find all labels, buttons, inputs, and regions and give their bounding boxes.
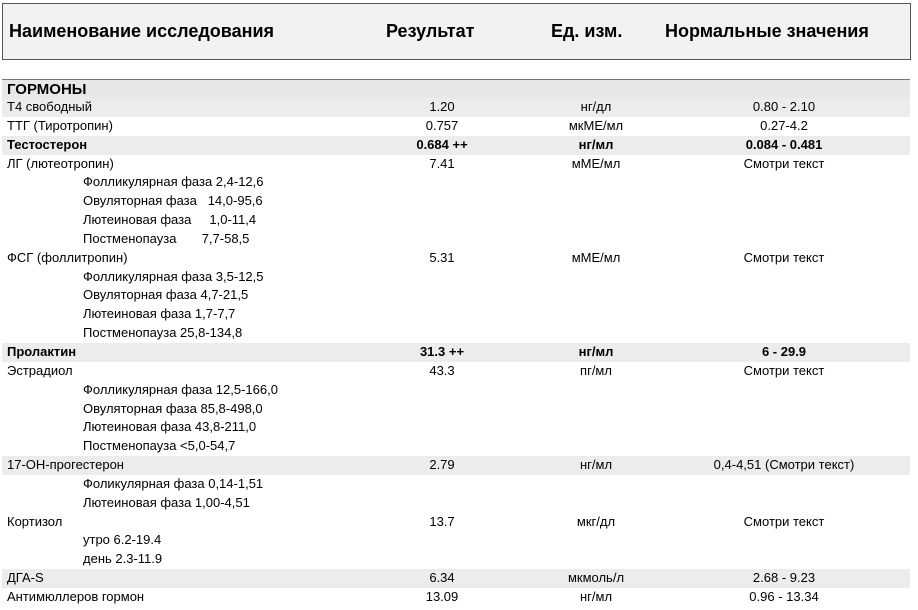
- table-row: [2, 418, 910, 437]
- results-table: [2, 98, 910, 607]
- test-unit: пг/мл: [580, 362, 612, 378]
- reference-note: Фоликулярная фаза 0,14-1,51: [83, 475, 264, 491]
- test-norm: 6 - 29.9: [761, 343, 807, 359]
- table-row: [2, 324, 910, 343]
- table-row: [2, 211, 910, 230]
- table-row: [2, 494, 910, 513]
- table-row: [2, 230, 910, 249]
- reference-note: Фолликулярная фаза 12,5-166,0: [83, 381, 278, 397]
- test-result: 13.09: [425, 588, 459, 604]
- test-result: 1.20: [429, 99, 455, 114]
- table-row: [2, 343, 910, 362]
- test-name: Пролактин: [7, 343, 77, 359]
- table-row: [2, 588, 910, 607]
- test-name: ФСГ (фоллитропин): [7, 249, 128, 265]
- test-norm: 2.68 - 9.23: [752, 570, 816, 586]
- header-name: Наименование исследования: [9, 21, 275, 41]
- table-row: [2, 513, 910, 532]
- reference-note: день 2.3-11.9: [83, 551, 163, 567]
- test-result: 31.3 ++: [419, 343, 465, 359]
- test-result: 2.79: [429, 457, 455, 473]
- reference-note: Лютеиновая фаза 43,8-211,0: [83, 419, 257, 435]
- table-row: [2, 569, 910, 588]
- test-result: 0.757: [425, 117, 459, 133]
- reference-note: Лютеиновая фаза 1,00-4,51: [83, 494, 250, 510]
- reference-note: Овуляторная фаза 4,7-21,5: [83, 287, 249, 303]
- test-result: 43.3: [429, 362, 455, 378]
- test-norm: Смотри текст: [743, 513, 825, 529]
- test-result: 7.41: [429, 155, 455, 171]
- test-result: 6.34: [429, 570, 455, 586]
- test-norm: 0,4-4,51 (Смотри текст): [713, 457, 855, 473]
- reference-note: Овуляторная фаза 85,8-498,0: [83, 400, 263, 416]
- reference-note: Фолликулярная фаза 2,4-12,6: [83, 174, 264, 190]
- test-name: 17-ОН-прогестерон: [7, 457, 124, 473]
- reference-note: Лютеиновая фаза 1,0-11,4: [83, 212, 257, 228]
- reference-note: Лютеиновая фаза 1,7-7,7: [83, 306, 236, 322]
- header-result: Результат: [386, 21, 475, 41]
- test-unit: мкг/дл: [576, 513, 616, 529]
- reference-note: Постменопауза <5,0-54,7: [83, 438, 236, 454]
- test-name: Антимюллеров гормон: [7, 588, 145, 604]
- test-norm: 0.96 - 13.34: [749, 588, 819, 604]
- section-title: ГОРМОНЫ: [7, 81, 87, 98]
- header-norm: Нормальные значения: [665, 21, 869, 41]
- test-unit: мМЕ/мл: [571, 249, 621, 265]
- reference-note: Постменопауза 7,7-58,5: [83, 230, 250, 246]
- table-row: [2, 192, 910, 211]
- test-name: ТТГ (Тиротропин): [7, 117, 113, 133]
- test-unit: нг/мл: [579, 588, 613, 604]
- test-unit: нг/мл: [578, 136, 614, 152]
- table-row: [2, 155, 910, 174]
- reference-note: Овуляторная фаза 14,0-95,6: [83, 193, 263, 209]
- table-row: [2, 475, 910, 494]
- test-unit: мкМЕ/мл: [568, 117, 624, 133]
- table-row: [2, 286, 910, 305]
- test-unit: мМЕ/мл: [571, 155, 621, 171]
- reference-note: Постменопауза 25,8-134,8: [83, 325, 243, 341]
- test-norm: 0.80 - 2.10: [752, 99, 816, 114]
- table-row: [2, 136, 910, 155]
- test-unit: нг/дл: [580, 99, 612, 114]
- test-result: 5.31: [429, 249, 455, 265]
- table-row: [2, 305, 910, 324]
- table-row: [2, 437, 910, 456]
- test-result: 13.7: [429, 513, 455, 529]
- table-row: [2, 117, 910, 136]
- table-row: [2, 456, 910, 475]
- table-row: [2, 98, 910, 117]
- table-row: [2, 550, 910, 569]
- table-row: [2, 400, 910, 419]
- test-name: Кортизол: [7, 513, 63, 529]
- test-norm: 0.084 - 0.481: [745, 136, 823, 152]
- test-name: Тестостерон: [7, 136, 88, 152]
- test-result: 0.684 ++: [416, 136, 468, 152]
- table-row: [2, 381, 910, 400]
- reference-note: Фолликулярная фаза 3,5-12,5: [83, 268, 264, 284]
- test-norm: Смотри текст: [743, 362, 825, 378]
- test-norm: Смотри текст: [743, 155, 825, 171]
- reference-note: утро 6.2-19.4: [83, 532, 162, 548]
- test-name: Эстрадиол: [7, 362, 73, 378]
- table-header: [2, 3, 911, 60]
- test-unit: нг/мл: [579, 457, 613, 473]
- test-norm: Смотри текст: [743, 249, 825, 265]
- test-name: ЛГ (лютеотропин): [7, 155, 114, 171]
- test-unit: нг/мл: [578, 343, 614, 359]
- table-row: [2, 249, 910, 268]
- table-row: [2, 362, 910, 381]
- test-name: ДГА-S: [7, 570, 44, 586]
- test-norm: 0.27-4.2: [760, 117, 808, 133]
- table-row: [2, 173, 910, 192]
- test-unit: мкмоль/л: [567, 570, 625, 586]
- test-name: Т4 свободный: [7, 99, 93, 114]
- section-header: [2, 79, 910, 99]
- header-unit: Ед. изм.: [551, 21, 623, 41]
- table-row: [2, 531, 910, 550]
- table-row: [2, 268, 910, 287]
